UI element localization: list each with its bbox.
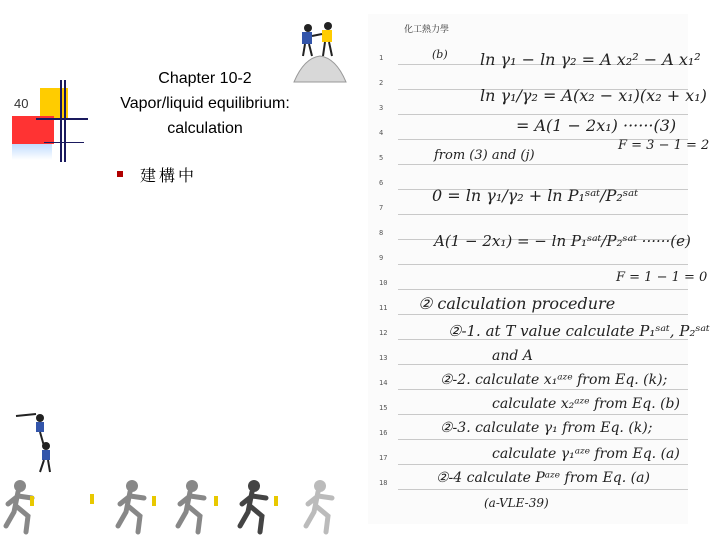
notebook-line-number: 2 — [379, 79, 384, 87]
notebook-line-number: 5 — [379, 154, 384, 162]
corner-decoration-line — [60, 80, 62, 162]
handwritten-text: (a-VLE-39) — [484, 496, 549, 510]
notebook-ruled-line — [398, 114, 688, 115]
handwritten-text: ② calculation procedure — [418, 294, 616, 313]
corner-decoration-red — [12, 116, 54, 144]
notebook-line-number: 15 — [379, 404, 388, 412]
handwritten-text: = A(1 − 2x₁) ······(3) — [516, 116, 677, 135]
climber-figure — [12, 410, 62, 480]
notebook-line-number: 13 — [379, 354, 388, 362]
slide-title — [80, 66, 330, 141]
handwritten-text: ln γ₁/γ₂ = A(x₂ − x₁)(x₂ + x₁) — [480, 86, 707, 105]
notebook-ruled-line — [398, 489, 688, 490]
notebook-line-number: 6 — [379, 179, 384, 187]
notebook-line-number: 4 — [379, 129, 384, 137]
handwritten-text: ln γ₁ − ln γ₂ = A x₂² − A x₁² — [480, 50, 701, 69]
notebook-line-number: 12 — [379, 329, 388, 337]
notebook-line-number: 16 — [379, 429, 388, 437]
runner-figures — [0, 476, 370, 540]
notebook-line-number: 1 — [379, 54, 384, 62]
handwritten-text: ②-1. at T value calculate P₁ˢᵃᵗ, P₂ˢᵃᵗ — [448, 322, 710, 340]
notebook-ruled-line — [398, 264, 688, 265]
handwritten-text: ②-4 calculate Pᵃᶻᵉ from Eq. (a) — [436, 470, 650, 486]
notebook-ruled-line — [398, 364, 688, 365]
notebook-line-number: 18 — [379, 479, 388, 487]
slide-number: 40 — [14, 96, 29, 111]
notebook-ruled-line — [398, 439, 688, 440]
notebook-ruled-line — [398, 164, 688, 165]
bullet-text: 建構中 — [140, 166, 198, 185]
notebook-ruled-line — [398, 314, 688, 315]
notebook-header: 化工熱力學 — [404, 25, 450, 35]
handwritten-text: (b) — [432, 48, 448, 61]
notebook-line-number: 17 — [379, 454, 388, 462]
handwritten-text: ②-3. calculate γ₁ from Eq. (k); — [440, 420, 653, 436]
notebook-ruled-line — [398, 414, 688, 415]
notebook-line-number: 7 — [379, 204, 384, 212]
notebook-line-number: 9 — [379, 254, 384, 262]
notebook-line-number: 11 — [379, 304, 388, 312]
slide-title-line: Chapter 10-2 — [158, 70, 252, 87]
corner-decoration-line — [64, 80, 66, 162]
handwritten-text: calculate γ₁ᵃᶻᵉ from Eq. (a) — [492, 446, 680, 462]
handwritten-text: F = 1 − 1 = 0 — [616, 270, 708, 285]
handwritten-text: 0 = ln γ₁/γ₂ + ln P₁ˢᵃᵗ/P₂ˢᵃᵗ — [432, 186, 639, 205]
handwritten-text: from (3) and (j) — [434, 148, 535, 163]
handwritten-text: ②-2. calculate x₁ᵃᶻᵉ from Eq. (k); — [440, 372, 668, 388]
notebook-line-number: 8 — [379, 229, 384, 237]
corner-decoration-line — [44, 142, 84, 143]
notebook-ruled-line — [398, 289, 688, 290]
notebook-ruled-line — [398, 389, 688, 390]
notebook-ruled-line — [398, 214, 688, 215]
handwritten-text: calculate x₂ᵃᶻᵉ from Eq. (b) — [492, 396, 680, 412]
handwritten-text: A(1 − 2x₁) = − ln P₁ˢᵃᵗ/P₂ˢᵃᵗ ······(e) — [434, 232, 691, 250]
handwritten-text: F = 3 − 1 = 2 — [618, 138, 710, 153]
notebook-line-number: 14 — [379, 379, 388, 387]
notebook-ruled-line — [398, 464, 688, 465]
handwritten-text: and A — [492, 348, 533, 364]
slide-title-line: calculation — [167, 120, 243, 137]
bullet-square-icon — [117, 171, 123, 177]
slide-title-line: Vapor/liquid equilibrium: — [120, 95, 290, 112]
notebook-line-number: 10 — [379, 279, 388, 287]
notebook-page-image — [368, 14, 710, 524]
notebook-line-number: 3 — [379, 104, 384, 112]
